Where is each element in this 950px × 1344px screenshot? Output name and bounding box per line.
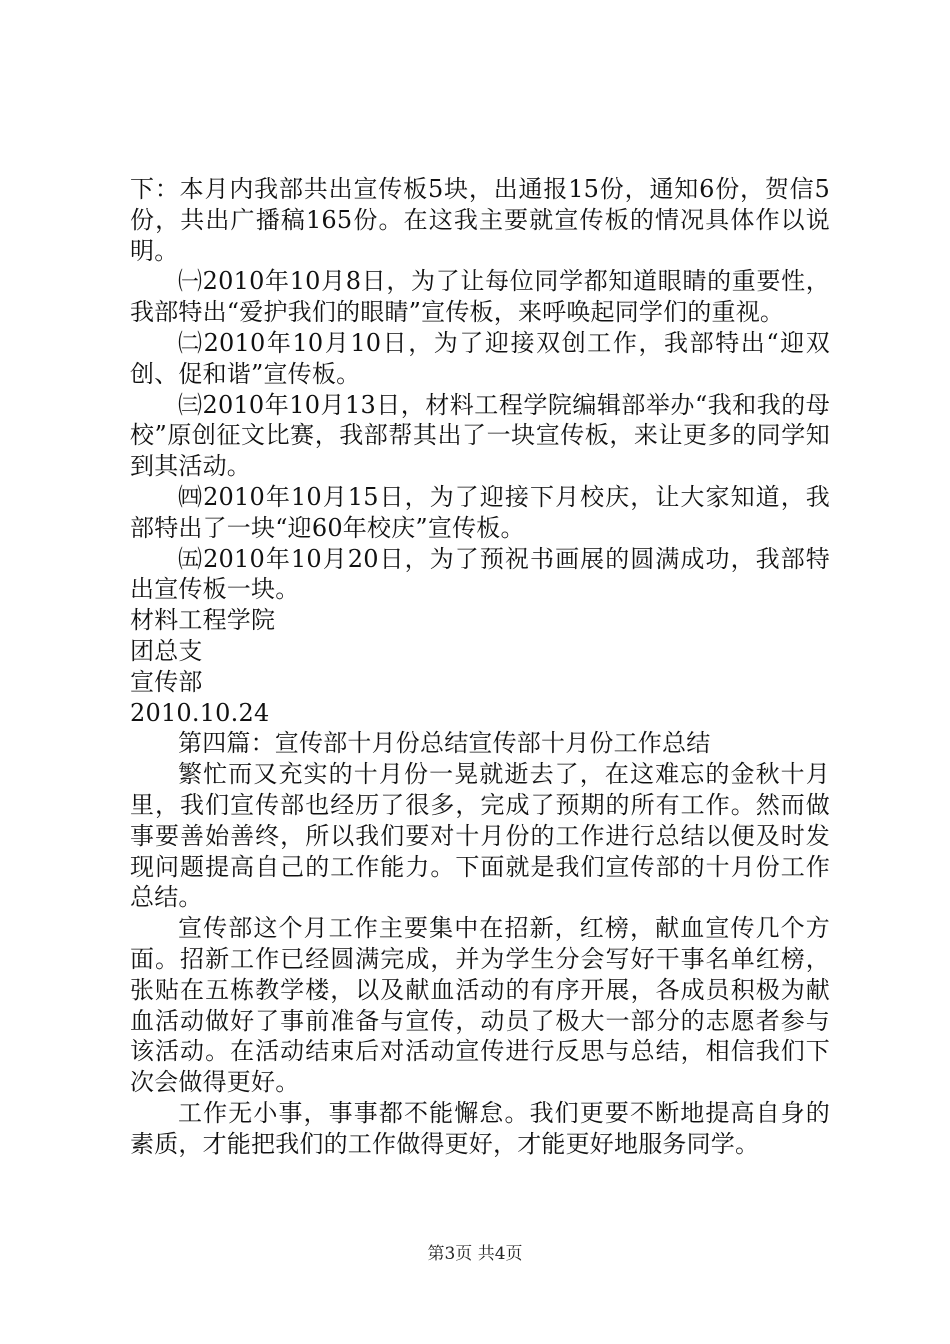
signature-date: 2010.10.24 [130, 698, 270, 727]
page-number-footer: 第3页 共4页 [427, 1244, 523, 1264]
paragraph-item-3: ㈢2010年10月13日，材料工程学院编辑部举办“我和我的母校”原创征文比赛，我部帮其出了一块宣传板，来让更多的同学知到其活动。 [130, 390, 830, 481]
signature-department: 宣传部 [130, 667, 203, 696]
section-paragraph-3: 工作无小事，事事都不能懈怠。我们更要不断地提高自身的素质，才能把我们的工作做得更好，才能更好地服务同学。 [130, 1098, 830, 1158]
signature-unit: 团总支 [130, 636, 203, 665]
paragraph-item-2: ㈡2010年10月10日，为了迎接双创工作，我部特出“迎双创、促和谐”宣传板。 [130, 328, 830, 388]
section-heading: 第四篇：宣传部十月份总结宣传部十月份工作总结 [178, 729, 711, 758]
section-paragraph-1: 繁忙而又充实的十月份一晃就逝去了，在这难忘的金秋十月里，我们宣传部也经历了很多，完成了预期的所有工作。然而做事要善始善终，所以我们要对十月份的工作进行总结以便及时发现问题提高自己的工作能力。下面就是我们宣传部的十月份工作总结。 [130, 760, 830, 912]
signature-organization: 材料工程学院 [130, 606, 276, 635]
section-paragraph-2: 宣传部这个月工作主要集中在招新，红榜，献血宣传几个方面。招新工作已经圆满完成，并为学生分会写好干事名单红榜，张贴在五栋教学楼，以及献血活动的有序开展，各成员积极为献血活动做好了事前准备与宣传，动员了极大一部分的志愿者参与该活动。在活动结束后对活动宣传进行反思与总结，相信我们下次会做得更好。 [130, 914, 830, 1097]
paragraph-intro-continued: 下：本月内我部共出宣传板5块，出通报15份，通知6份，贺信5份，共出广播稿165份。在这我主要就宣传板的情况具体作以说明。 [130, 175, 830, 265]
document-body [130, 174, 830, 1160]
paragraph-item-4: ㈣2010年10月15日，为了迎接下月校庆，让大家知道，我部特出了一块“迎60年校庆”宣传板。 [130, 482, 830, 542]
paragraph-item-1: ㈠2010年10月8日，为了让每位同学都知道眼睛的重要性，我部特出“爱护我们的眼睛”宣传板，来呼唤起同学们的重视。 [130, 267, 830, 327]
paragraph-item-5: ㈤2010年10月20日，为了预祝书画展的圆满成功，我部特出宣传板一块。 [130, 544, 830, 604]
